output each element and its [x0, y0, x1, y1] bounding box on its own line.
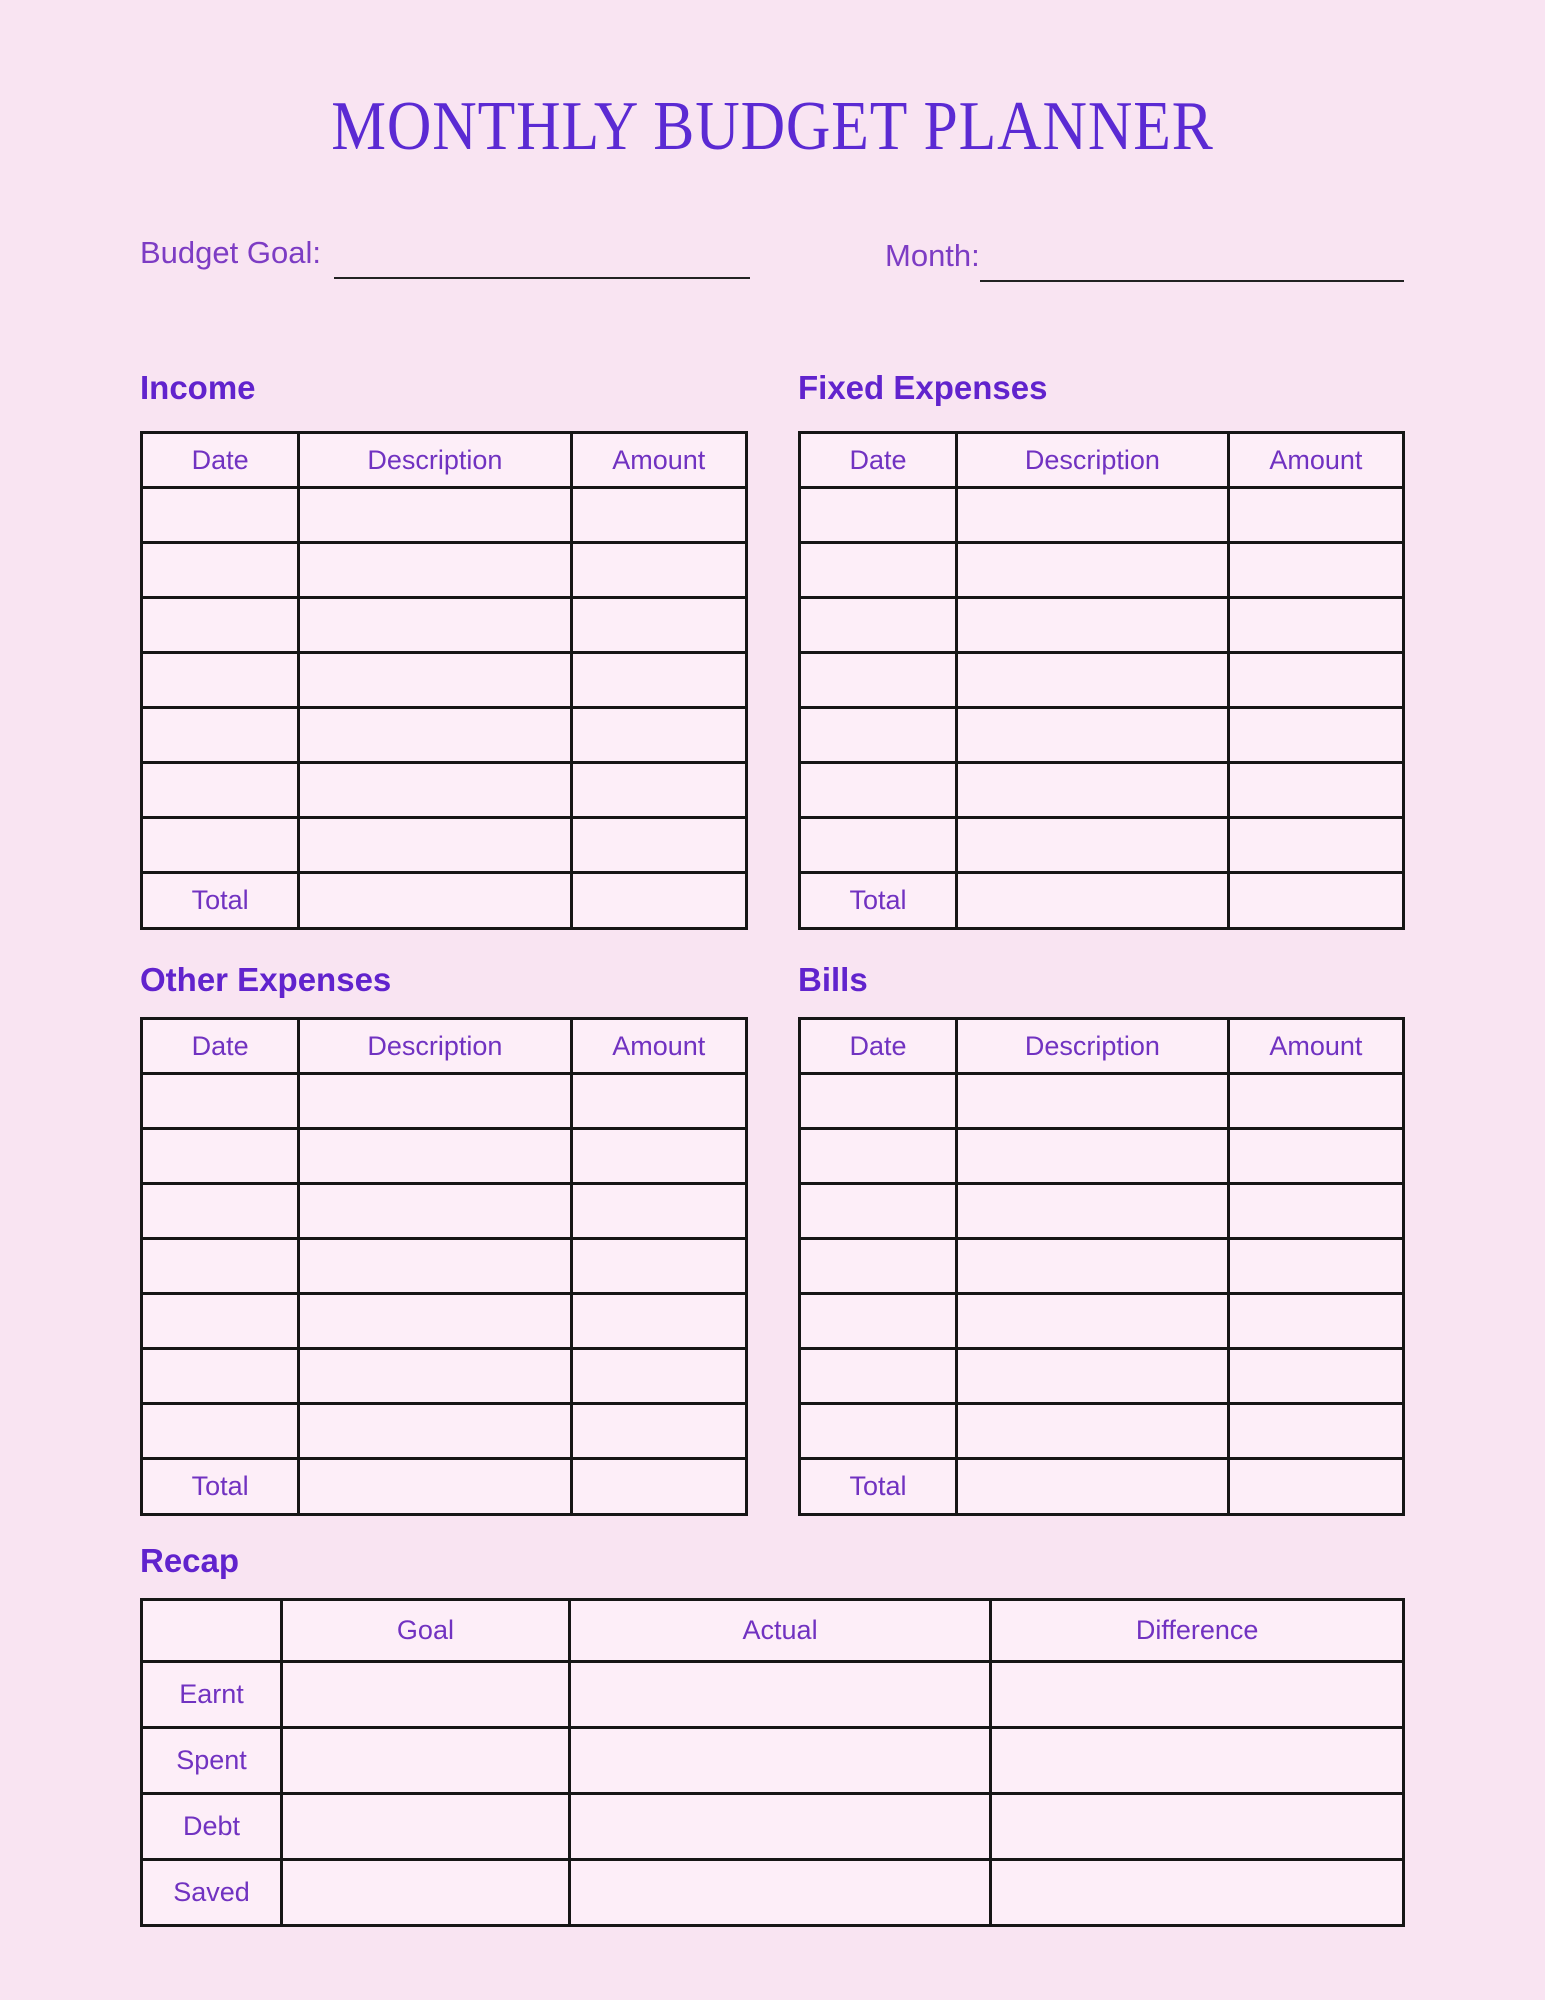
empty-cell[interactable]: [299, 763, 571, 818]
empty-cell[interactable]: [142, 763, 299, 818]
table-row: [142, 1074, 747, 1129]
total-label-cell: Total: [800, 1459, 957, 1515]
empty-cell[interactable]: [1228, 653, 1403, 708]
col-header-amount: Amount: [571, 1019, 746, 1074]
recap-row-label-debt: Debt: [142, 1794, 282, 1860]
empty-cell[interactable]: [957, 653, 1229, 708]
header-row: [142, 1600, 1404, 1662]
table-row: [800, 818, 1404, 873]
empty-cell[interactable]: [800, 653, 957, 708]
total-empty-cell[interactable]: [957, 1459, 1229, 1515]
col-header-date: Date: [142, 433, 299, 488]
other-expenses-table: [140, 1017, 748, 1516]
empty-cell[interactable]: [1228, 1074, 1403, 1129]
table-row: [800, 598, 1404, 653]
total-row: [800, 1459, 1404, 1515]
table-row: [142, 653, 747, 708]
empty-cell[interactable]: [957, 818, 1229, 873]
empty-cell[interactable]: [142, 653, 299, 708]
empty-cell[interactable]: [991, 1794, 1404, 1860]
table-row: [142, 1662, 1404, 1728]
table-row: [800, 1074, 1404, 1129]
empty-cell[interactable]: [142, 1074, 299, 1129]
empty-cell[interactable]: [991, 1662, 1404, 1728]
table-row: [142, 763, 747, 818]
fixed-expenses-table: [798, 431, 1405, 930]
empty-cell[interactable]: [1228, 1349, 1403, 1404]
empty-cell[interactable]: [299, 1404, 571, 1459]
empty-cell[interactable]: [800, 1129, 957, 1184]
empty-cell[interactable]: [1228, 708, 1403, 763]
empty-cell[interactable]: [282, 1794, 570, 1860]
empty-cell[interactable]: [282, 1728, 570, 1794]
table-row: [142, 1728, 1404, 1794]
header-row: [800, 1019, 1404, 1074]
empty-cell[interactable]: [1228, 1404, 1403, 1459]
empty-cell[interactable]: [142, 1184, 299, 1239]
empty-cell[interactable]: [142, 1129, 299, 1184]
col-header-description: Description: [299, 433, 571, 488]
table-row: [800, 1404, 1404, 1459]
empty-cell[interactable]: [800, 1294, 957, 1349]
empty-cell[interactable]: [299, 653, 571, 708]
empty-cell[interactable]: [571, 653, 746, 708]
recap-row-label-spent: Spent: [142, 1728, 282, 1794]
total-empty-cell[interactable]: [571, 873, 746, 929]
empty-cell[interactable]: [571, 1404, 746, 1459]
empty-cell[interactable]: [299, 1239, 571, 1294]
total-row: [142, 873, 747, 929]
empty-cell[interactable]: [142, 818, 299, 873]
empty-cell[interactable]: [571, 1129, 746, 1184]
empty-cell[interactable]: [299, 543, 571, 598]
empty-cell[interactable]: [299, 1294, 571, 1349]
header-row: [800, 433, 1404, 488]
table-row: [800, 708, 1404, 763]
table-row: [142, 1129, 747, 1184]
empty-cell[interactable]: [569, 1860, 991, 1926]
empty-cell[interactable]: [800, 598, 957, 653]
empty-cell[interactable]: [957, 1184, 1229, 1239]
total-empty-cell[interactable]: [1228, 1459, 1403, 1515]
recap-row-label-earnt: Earnt: [142, 1662, 282, 1728]
empty-cell[interactable]: [957, 763, 1229, 818]
total-empty-cell[interactable]: [571, 1459, 746, 1515]
col-header-date: Date: [800, 433, 957, 488]
table-row: [142, 598, 747, 653]
table-row: [142, 818, 747, 873]
recap-heading: Recap: [140, 1542, 240, 1579]
table-row: [800, 653, 1404, 708]
empty-cell[interactable]: [299, 1184, 571, 1239]
empty-cell[interactable]: [957, 1239, 1229, 1294]
empty-cell[interactable]: [957, 1129, 1229, 1184]
table-row: [142, 1239, 747, 1294]
table-row: [800, 1239, 1404, 1294]
empty-cell[interactable]: [800, 1239, 957, 1294]
empty-cell[interactable]: [1228, 1294, 1403, 1349]
total-empty-cell[interactable]: [957, 873, 1229, 929]
total-row: [800, 873, 1404, 929]
empty-cell[interactable]: [142, 598, 299, 653]
table-row: [142, 1294, 747, 1349]
empty-cell[interactable]: [282, 1662, 570, 1728]
empty-cell[interactable]: [571, 1239, 746, 1294]
empty-cell[interactable]: [1228, 1184, 1403, 1239]
col-header-difference: Difference: [991, 1600, 1404, 1662]
empty-cell[interactable]: [957, 543, 1229, 598]
col-header-amount: Amount: [1228, 1019, 1403, 1074]
col-header-description: Description: [957, 1019, 1229, 1074]
table-row: [142, 543, 747, 598]
empty-cell[interactable]: [282, 1860, 570, 1926]
empty-cell[interactable]: [1228, 488, 1403, 543]
empty-cell[interactable]: [1228, 1239, 1403, 1294]
empty-cell[interactable]: [1228, 818, 1403, 873]
empty-cell[interactable]: [571, 1074, 746, 1129]
table-row: [142, 1860, 1404, 1926]
bills-heading: Bills: [798, 961, 868, 998]
empty-cell[interactable]: [800, 543, 957, 598]
recap-row-label-saved: Saved: [142, 1860, 282, 1926]
table-row: [800, 488, 1404, 543]
empty-cell[interactable]: [299, 598, 571, 653]
table-row: [142, 1349, 747, 1404]
empty-cell[interactable]: [1228, 598, 1403, 653]
table-row: [800, 763, 1404, 818]
empty-cell[interactable]: [991, 1728, 1404, 1794]
empty-cell[interactable]: [299, 1129, 571, 1184]
empty-cell[interactable]: [957, 1404, 1229, 1459]
empty-cell[interactable]: [800, 1404, 957, 1459]
col-header-amount: Amount: [1228, 433, 1403, 488]
header-row: [142, 433, 747, 488]
recap-table: [140, 1598, 1405, 1927]
empty-cell[interactable]: [142, 708, 299, 763]
col-header-date: Date: [142, 1019, 299, 1074]
empty-cell[interactable]: [800, 488, 957, 543]
empty-cell[interactable]: [800, 1074, 957, 1129]
total-row: [142, 1459, 747, 1515]
table-row: [142, 1184, 747, 1239]
empty-cell[interactable]: [800, 763, 957, 818]
empty-cell[interactable]: [957, 1294, 1229, 1349]
empty-cell[interactable]: [142, 1404, 299, 1459]
empty-cell[interactable]: [1228, 763, 1403, 818]
header-row: [142, 1019, 747, 1074]
empty-cell[interactable]: [957, 1074, 1229, 1129]
empty-cell[interactable]: [957, 708, 1229, 763]
empty-cell[interactable]: [800, 1349, 957, 1404]
table-row: [142, 488, 747, 543]
income-table: [140, 431, 748, 930]
page-title: MONTHLY BUDGET PLANNER: [331, 88, 1214, 165]
empty-cell[interactable]: [299, 1349, 571, 1404]
empty-cell[interactable]: [800, 818, 957, 873]
bills-table: [798, 1017, 1405, 1516]
empty-cell[interactable]: [142, 1294, 299, 1349]
col-header-actual: Actual: [569, 1600, 991, 1662]
table-row: [142, 708, 747, 763]
empty-cell[interactable]: [571, 1294, 746, 1349]
empty-cell[interactable]: [991, 1860, 1404, 1926]
total-empty-cell[interactable]: [299, 1459, 571, 1515]
table-row: [142, 1794, 1404, 1860]
empty-cell[interactable]: [571, 1184, 746, 1239]
budget-goal-input-line[interactable]: [334, 277, 750, 279]
empty-cell[interactable]: [571, 763, 746, 818]
empty-cell[interactable]: [571, 488, 746, 543]
recap-corner-cell: [142, 1600, 282, 1662]
empty-cell[interactable]: [142, 543, 299, 598]
empty-cell[interactable]: [957, 598, 1229, 653]
empty-cell[interactable]: [571, 1349, 746, 1404]
total-label-cell: Total: [800, 873, 957, 929]
total-empty-cell[interactable]: [299, 873, 571, 929]
empty-cell[interactable]: [142, 488, 299, 543]
month-label: Month:: [885, 238, 980, 273]
empty-cell[interactable]: [142, 1239, 299, 1294]
empty-cell[interactable]: [571, 543, 746, 598]
empty-cell[interactable]: [569, 1728, 991, 1794]
income-heading: Income: [140, 369, 256, 406]
col-header-goal: Goal: [282, 1600, 570, 1662]
empty-cell[interactable]: [299, 818, 571, 873]
total-label-cell: Total: [142, 873, 299, 929]
empty-cell[interactable]: [299, 488, 571, 543]
table-row: [800, 543, 1404, 598]
empty-cell[interactable]: [800, 708, 957, 763]
month-input-line[interactable]: [980, 280, 1404, 282]
empty-cell[interactable]: [571, 598, 746, 653]
empty-cell[interactable]: [142, 1349, 299, 1404]
fixed-expenses-heading: Fixed Expenses: [798, 369, 1048, 406]
other-expenses-heading: Other Expenses: [140, 961, 392, 998]
empty-cell[interactable]: [299, 708, 571, 763]
table-row: [142, 1404, 747, 1459]
table-row: [800, 1184, 1404, 1239]
empty-cell[interactable]: [957, 488, 1229, 543]
col-header-description: Description: [299, 1019, 571, 1074]
table-row: [800, 1294, 1404, 1349]
table-row: [800, 1349, 1404, 1404]
total-empty-cell[interactable]: [1228, 873, 1403, 929]
empty-cell[interactable]: [571, 818, 746, 873]
col-header-description: Description: [957, 433, 1229, 488]
budget-goal-label: Budget Goal:: [140, 235, 321, 270]
empty-cell[interactable]: [800, 1184, 957, 1239]
empty-cell[interactable]: [1228, 1129, 1403, 1184]
total-label-cell: Total: [142, 1459, 299, 1515]
empty-cell[interactable]: [299, 1074, 571, 1129]
empty-cell[interactable]: [569, 1794, 991, 1860]
table-row: [800, 1129, 1404, 1184]
empty-cell[interactable]: [1228, 543, 1403, 598]
empty-cell[interactable]: [957, 1349, 1229, 1404]
empty-cell[interactable]: [571, 708, 746, 763]
col-header-date: Date: [800, 1019, 957, 1074]
col-header-amount: Amount: [571, 433, 746, 488]
empty-cell[interactable]: [569, 1662, 991, 1728]
